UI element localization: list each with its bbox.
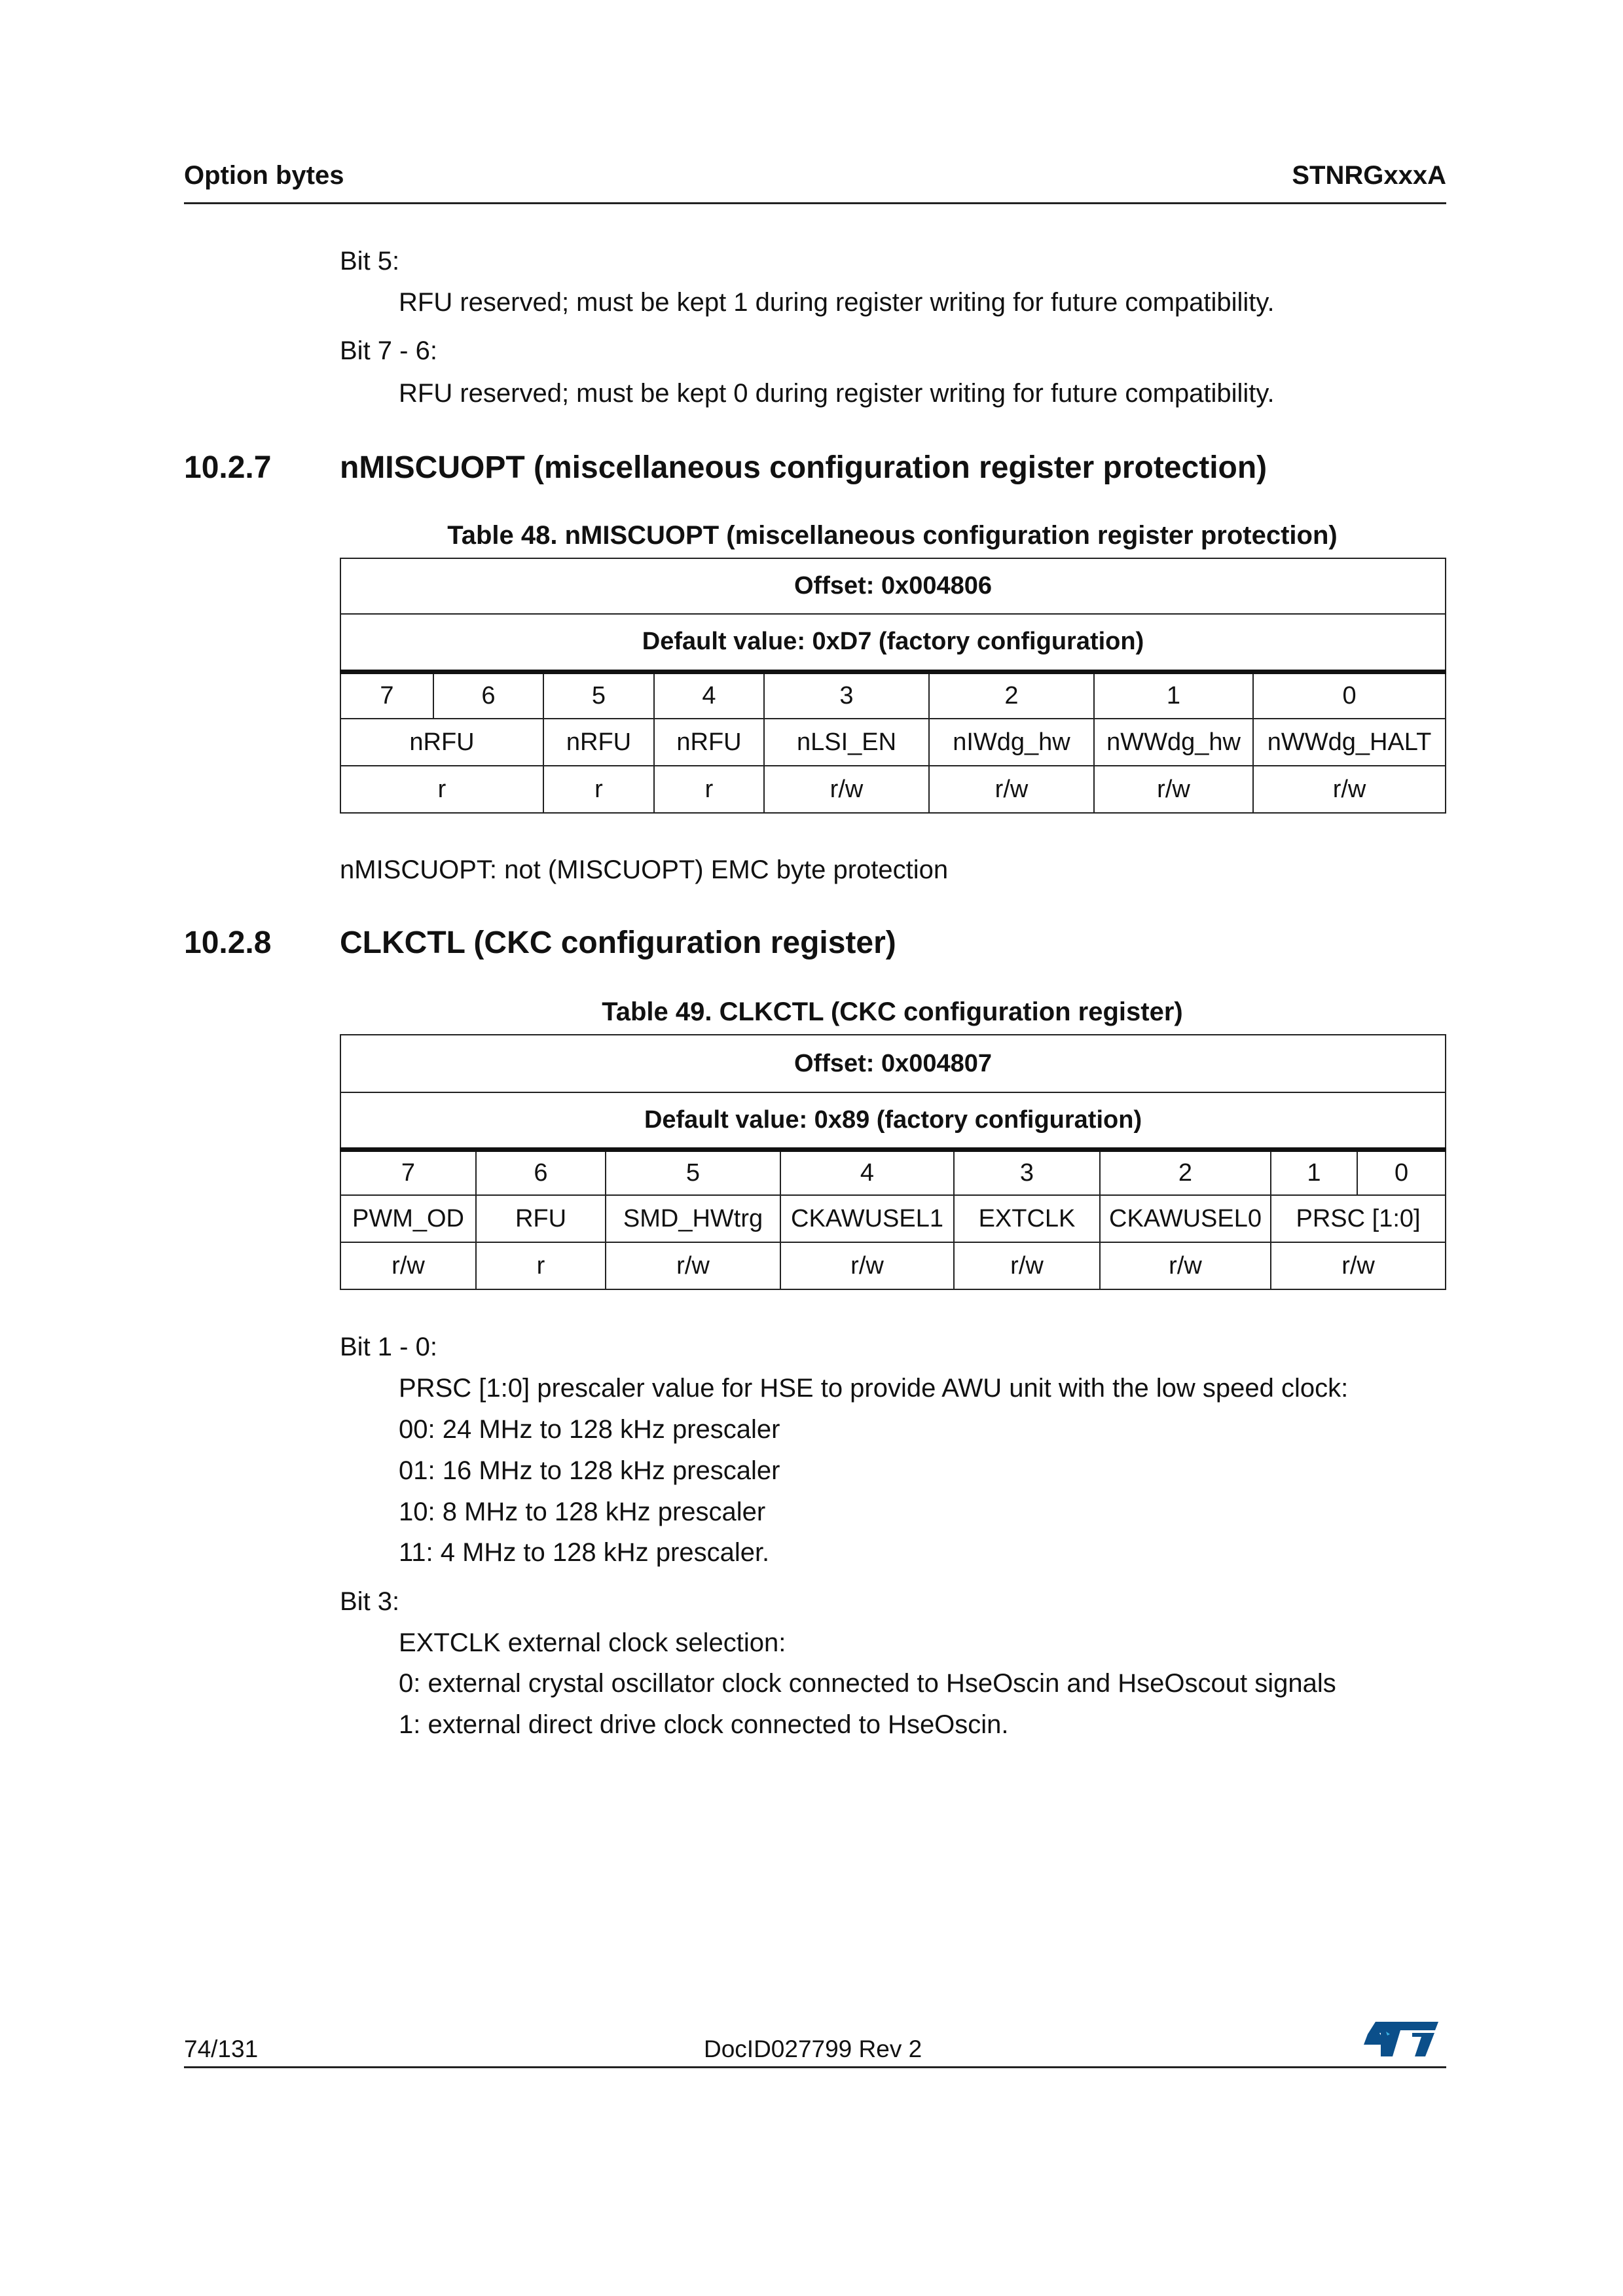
header-section: Option bytes (184, 161, 344, 190)
offset-cell: Offset: 0x004807 (340, 1035, 1446, 1092)
bit5-label: Bit 5: (340, 247, 400, 276)
bit-cell: 0 (1357, 1149, 1446, 1195)
header-rule (184, 202, 1446, 204)
nmiscuopt-note: nMISCUOPT: not (MISCUOPT) EMC byte protection (340, 855, 949, 884)
bit-cell: 7 (340, 672, 433, 719)
offset-cell: Offset: 0x004806 (340, 558, 1446, 614)
clkctl-table (340, 1034, 1446, 1290)
field-name: nLSI_EN (764, 719, 929, 766)
footer-rule (184, 2066, 1446, 2068)
field-name: CKAWUSEL0 (1100, 1195, 1271, 1242)
field-name: nWWdg_HALT (1253, 719, 1446, 766)
bit10-label: Bit 1 - 0: (340, 1333, 437, 1361)
field-access: r (543, 766, 654, 813)
bit76-text: RFU reserved; must be kept 0 during register writing for future compatibility. (399, 379, 1275, 408)
page-number: 74/131 (184, 2036, 259, 2062)
field-access: r/w (1094, 766, 1253, 813)
field-access: r/w (340, 1242, 476, 1289)
bit3-line: 1: external direct drive clock connected to HseOscin. (399, 1710, 1009, 1739)
field-name: nRFU (340, 719, 543, 766)
field-name: PRSC [1:0] (1271, 1195, 1446, 1242)
field-access: r/w (606, 1242, 780, 1289)
bit-cell: 1 (1094, 672, 1253, 719)
bit3-line: EXTCLK external clock selection: (399, 1628, 786, 1657)
bit-cell: 1 (1271, 1149, 1357, 1195)
field-name: nWWdg_hw (1094, 719, 1253, 766)
bit10-line: 10: 8 MHz to 128 kHz prescaler (399, 1498, 766, 1526)
doc-id: DocID027799 Rev 2 (704, 2036, 922, 2062)
bit5-text: RFU reserved; must be kept 1 during register writing for future compatibility. (399, 288, 1275, 317)
bit-cell: 6 (476, 1149, 606, 1195)
field-name: SMD_HWtrg (606, 1195, 780, 1242)
bit3-line: 0: external crystal oscillator clock connected to HseOscin and HseOscout signals (399, 1669, 1336, 1698)
field-access: r/w (1271, 1242, 1446, 1289)
field-access: r (654, 766, 764, 813)
field-access: r/w (1100, 1242, 1271, 1289)
st-logo (1361, 2018, 1440, 2060)
bit-cell: 5 (543, 672, 654, 719)
field-access: r (340, 766, 543, 813)
section-number: 10.2.7 (184, 450, 272, 485)
field-access: r/w (954, 1242, 1100, 1289)
field-name: EXTCLK (954, 1195, 1100, 1242)
field-access: r/w (1253, 766, 1446, 813)
bit10-line: 11: 4 MHz to 128 kHz prescaler. (399, 1538, 770, 1567)
bit-cell: 6 (433, 672, 543, 719)
default-cell: Default value: 0xD7 (factory configuration) (340, 614, 1446, 672)
field-name: RFU (476, 1195, 606, 1242)
bit-cell: 2 (929, 672, 1094, 719)
bit-cell: 4 (780, 1149, 954, 1195)
nmiscuopt-table (340, 558, 1446, 814)
table-caption: Table 48. nMISCUOPT (miscellaneous configuration register protection) (447, 521, 1338, 550)
bit76-label: Bit 7 - 6: (340, 336, 437, 365)
table-caption: Table 49. CLKCTL (CKC configuration register) (602, 997, 1183, 1026)
bit-cell: 5 (606, 1149, 780, 1195)
bit-cell: 4 (654, 672, 764, 719)
section-title: CLKCTL (CKC configuration register) (340, 925, 896, 960)
field-access: r (476, 1242, 606, 1289)
field-name: nRFU (543, 719, 654, 766)
bit10-line: PRSC [1:0] prescaler value for HSE to provide AWU unit with the low speed clock: (399, 1374, 1349, 1403)
bit3-label: Bit 3: (340, 1587, 400, 1616)
field-name: CKAWUSEL1 (780, 1195, 954, 1242)
bit-cell: 7 (340, 1149, 476, 1195)
field-name: PWM_OD (340, 1195, 476, 1242)
field-access: r/w (764, 766, 929, 813)
bit10-line: 00: 24 MHz to 128 kHz prescaler (399, 1415, 780, 1444)
field-name: nRFU (654, 719, 764, 766)
bit-cell: 0 (1253, 672, 1446, 719)
field-name: nIWdg_hw (929, 719, 1094, 766)
section-number: 10.2.8 (184, 925, 272, 960)
default-cell: Default value: 0x89 (factory configuration) (340, 1092, 1446, 1149)
bit-cell: 2 (1100, 1149, 1271, 1195)
bit10-line: 01: 16 MHz to 128 kHz prescaler (399, 1456, 780, 1485)
bit-cell: 3 (764, 672, 929, 719)
field-access: r/w (780, 1242, 954, 1289)
field-access: r/w (929, 766, 1094, 813)
section-title: nMISCUOPT (miscellaneous configuration register protection) (340, 450, 1267, 485)
bit-cell: 3 (954, 1149, 1100, 1195)
header-product: STNRGxxxA (1292, 161, 1446, 190)
